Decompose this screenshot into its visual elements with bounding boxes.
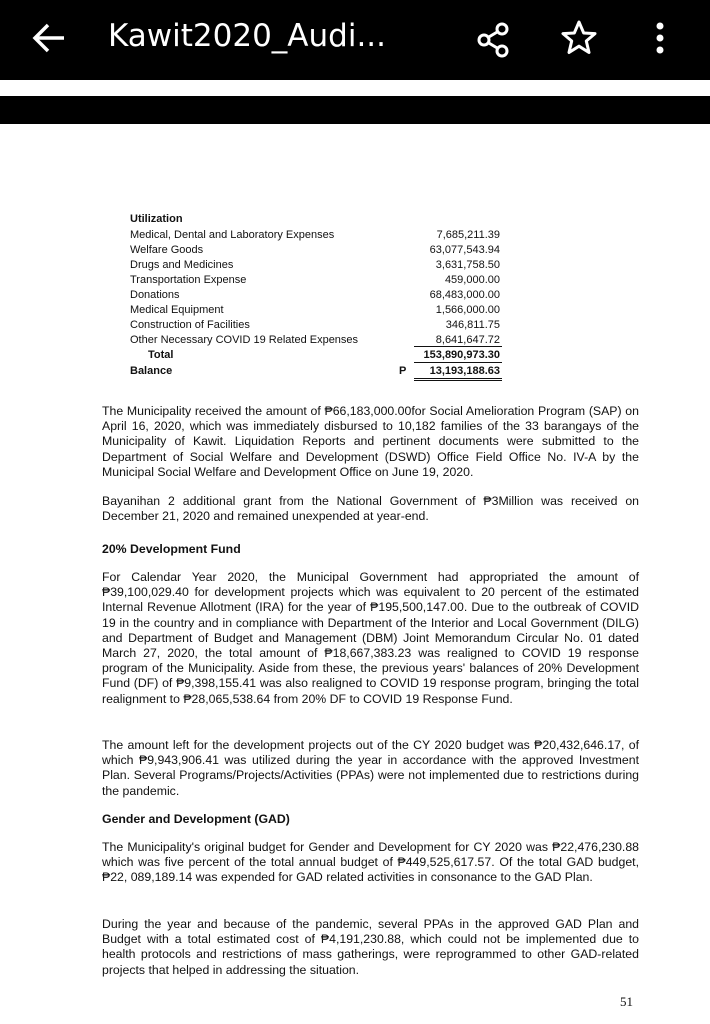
- balance-label: Balance: [130, 365, 173, 377]
- share-icon: [472, 18, 516, 62]
- utilization-item-amount: 346,811.75: [445, 319, 500, 331]
- sap-paragraph: The Municipality received the amount of ₱66,183,000.00for Social Amelioration Program (SAP) on April 16, 2020, which was immediately disbursed to 10,182 families of the 33 barangays of the Municipality of Kawit. Liquidation Reports and pertinent documents were submitted to the Department of Social Welfare and Development (DSWD) Office Field Office No. IV-A by the Municipal Social Welfare and Development Office on June 19, 2020.: [102, 404, 639, 479]
- total-rule: [414, 362, 502, 363]
- utilization-item-label: Transportation Expense: [130, 274, 247, 286]
- utilization-item-amount: 8,641,647.72: [435, 334, 500, 346]
- share-button[interactable]: [472, 18, 516, 62]
- balance-rule-1: [414, 378, 502, 379]
- utilization-item-label: Construction of Facilities: [130, 319, 250, 331]
- utilization-item-amount: 459,000.00: [444, 274, 500, 286]
- balance-amount: 13,193,188.63: [429, 365, 500, 377]
- utilization-item-label: Medical, Dental and Laboratory Expenses: [130, 229, 335, 241]
- balance-rule-2: [414, 380, 502, 381]
- utilization-item-label: Medical Equipment: [130, 304, 224, 316]
- arrow-left-icon: [26, 18, 74, 58]
- utilization-item-amount: 63,077,543.94: [429, 244, 500, 256]
- utilization-item-amount: 3,631,758.50: [435, 259, 500, 271]
- more-vertical-icon: [645, 16, 675, 60]
- document-title: Kawit2020_Audi...: [108, 18, 387, 54]
- utilization-item-amount: 7,685,211.39: [436, 229, 500, 241]
- more-options-button[interactable]: [645, 16, 675, 60]
- total-amount: 153,890,973.30: [423, 349, 500, 361]
- development-fund-paragraph-1: For Calendar Year 2020, the Municipal Government had appropriated the amount of ₱39,100,029.40 for development projects which was equivalent to 20 percent of the estimated Internal Revenue Allotment (IRA) for the year of ₱195,500,147.00. Due to the outbreak of COVID 19 in the country and in compliance with Department of the Interior and Local Government (DILG) and Department of Budget and Management (DBM) Joint Memorandum Circular No. 01 dated March 27, 2020, the total amount of ₱18,667,383.23 was realigned to COVID 19 response program of the Municipality. Aside from these, the previous years' balances of 20% Development Fund (DF) of ₱9,398,155.41 was also realigned to COVID 19 response program, bringing the total realignment to ₱28,065,538.64 from 20% DF to COVID 19 Response Fund.: [102, 570, 639, 706]
- star-outline-icon: [557, 16, 601, 60]
- utilization-item-label: Welfare Goods: [130, 244, 204, 256]
- utilization-item-label: Other Necessary COVID 19 Related Expenses: [130, 334, 359, 346]
- gad-heading: Gender and Development (GAD): [102, 812, 290, 826]
- bayanihan-paragraph: Bayanihan 2 additional grant from the National Government of ₱3Million was received on December 21, 2020 and remained unexpended at year-end.: [102, 494, 639, 524]
- favorite-button[interactable]: [557, 16, 601, 60]
- total-label: Total: [148, 349, 174, 361]
- subtotal-rule: [414, 346, 502, 347]
- development-fund-paragraph-2: The amount left for the development projects out of the CY 2020 budget was ₱20,432,646.17, of which ₱9,943,906.41 was utilized during the year in accordance with the approved Investment Plan. Several Programs/Projects/Activities (PPAs) were not implemented due to restrictions during the pandemic.: [102, 738, 639, 798]
- development-fund-heading: 20% Development Fund: [102, 542, 241, 556]
- app-toolbar: [0, 0, 710, 80]
- utilization-item-label: Donations: [130, 289, 180, 301]
- gad-paragraph-2: During the year and because of the pandemic, several PPAs in the approved GAD Plan and Budget with a total estimated cost of ₱4,191,230.88, which could not be implemented due to health protocols and restrictions of mass gatherings, were reprogrammed to other GAD-related projects that helped in addressing the situation.: [102, 917, 639, 977]
- page-number: 51: [620, 994, 633, 1009]
- gad-paragraph-1: The Municipality's original budget for Gender and Development for CY 2020 was ₱22,476,230.88 which was five percent of the total annual budget of ₱449,525,617.57. Of the total GAD budget, ₱22, 089,189.14 was expended for GAD related activities in consonance to the GAD Plan.: [102, 840, 639, 885]
- utilization-heading: Utilization: [130, 213, 183, 225]
- balance-currency: P: [399, 365, 407, 377]
- back-button[interactable]: [26, 18, 74, 58]
- viewer-top-strip: [0, 96, 710, 124]
- utilization-item-amount: 68,483,000.00: [429, 289, 500, 301]
- utilization-item-label: Drugs and Medicines: [130, 259, 234, 271]
- utilization-item-amount: 1,566,000.00: [435, 304, 500, 316]
